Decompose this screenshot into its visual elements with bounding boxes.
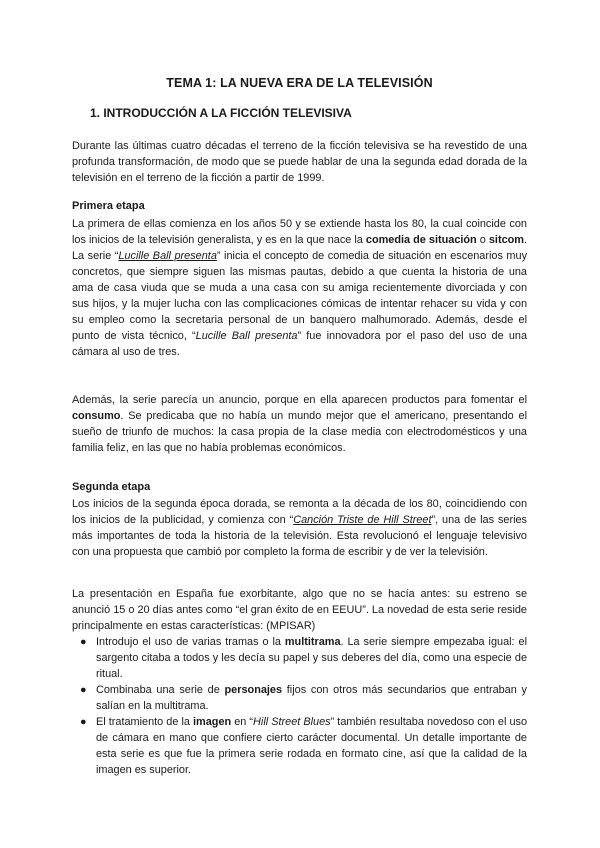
series-title: Hill Street Blues	[253, 716, 331, 728]
characteristics-list	[72, 634, 527, 778]
bullet-icon: ●	[80, 684, 87, 696]
primera-paragraph-1: La primera de ellas comienza en los años 50 y se extiende hasta los 80, la cual coincide con los inicios de la televisión generalista, y es en la que nace la comedia de situación o sitcom. La serie “Lucille Ball presenta” inicia el concepto de comedia de situación en escenarios muy concretos, que siempre siguen las mismas pautas, debido a que cuenta la historia de una ama de casa viuda que se muda a una casa con su amiga recientemente divorciada y con sus hijos, y la mujer lucha con las complicaciones cómicas de intentar rehacer su vida y con su empleo como la secretaria personal de un banquero malhumorado. Además, desde el punto de vista técnico, “Lucille Ball presenta” fue innovadora por el paso del uso de una cámara al uso de tres.	[72, 218, 528, 358]
list-item: ● Combinaba una serie de personajes fijos con otros más secundarios que entraban y salían en la multitrama.	[80, 684, 527, 712]
intro-paragraph: Durante las últimas cuatro décadas el terreno de la ficción televisiva se ha revestido de una profunda transformación, de modo que se puede hablar de una la segunda edad dorada de la televisión en el terreno de la ficción a partir de 1999.	[72, 140, 527, 184]
bullet-icon: ●	[80, 716, 87, 728]
list-item: ● El tratamiento de la imagen en “Hill Street Blues” también resultaba novedoso con el uso de cámara en mano que confiere cierto carácter documental. Un detalle importante de esta serie es que fue la primera serie rodada en formato cine, así que la calidad de la imagen es superior.	[80, 716, 528, 776]
bold-term: multitrama	[284, 636, 341, 648]
series-title: Lucille Ball presenta	[195, 330, 298, 342]
document-title: TEMA 1: LA NUEVA ERA DE LA TELEVISIÓN	[166, 76, 433, 90]
bold-term: sitcom	[488, 234, 524, 246]
segunda-paragraph-1: Los inicios de la segunda época dorada, se remonta a la década de los 80, coincidiendo con los inicios de la publicidad, y comienza con “Canción Triste de Hill Street”, una de las series más importantes de toda la historia de la televisión. Esta revolucionó el lenguaje televisivo con una propuesta que cambió por completo la forma de escribir y de ver la televisión.	[72, 498, 527, 558]
list-item: ● Introdujo el uso de varias tramas o la multitrama. La serie siempre empezaba igual: el sargento citaba a todos y les decía su papel y sus deberes del día, como una especie de ritual.	[80, 636, 527, 680]
segunda-paragraph-2: La presentación en España fue exorbitante, algo que no se hacía antes: su estreno se anunció 15 o 20 días antes como “el gran éxito de en EEUU”. La novedad de esta serie reside principalmente en estas características: (MPISAR)	[72, 588, 527, 632]
primera-paragraph-2: Además, la serie parecía un anuncio, porque en ella aparecen productos para fomentar el consumo. Se predicaba que no había un mundo mejor que el americano, presentando el sueño de triunfo de muchos: la casa propia de la clase media con electrodomésticos y una familia feliz, en las que no había problemas económicos.	[72, 394, 527, 454]
section-heading: 1. INTRODUCCIÓN A LA FICCIÓN TELEVISIVA	[90, 106, 352, 120]
bold-term: personajes	[224, 684, 283, 696]
bold-term: consumo	[72, 410, 121, 422]
series-title: Canción Triste de Hill Street	[293, 514, 432, 526]
primera-etapa-heading: Primera etapa	[72, 200, 145, 212]
bold-term: imagen	[193, 716, 232, 728]
series-title: Lucille Ball presenta	[118, 250, 217, 262]
segunda-etapa-heading: Segunda etapa	[72, 481, 151, 493]
bold-term: comedia de situación	[365, 234, 477, 246]
bullet-icon: ●	[80, 636, 87, 648]
